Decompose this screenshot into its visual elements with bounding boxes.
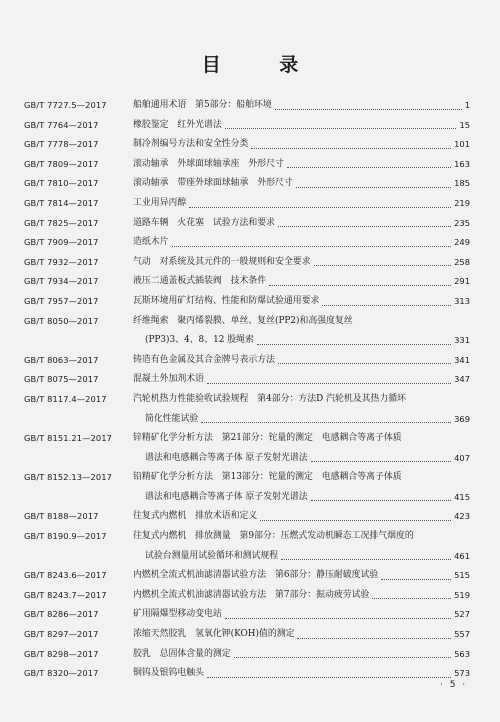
toc-entry-line	[24, 468, 470, 488]
page-reference: 519	[454, 589, 470, 600]
standard-number: GB/T 7814—2017	[24, 197, 99, 208]
toc-entry-line	[24, 605, 470, 625]
page-reference: 258	[454, 256, 470, 267]
toc-entry[interactable]	[24, 116, 470, 136]
standard-number: GB/T 7764—2017	[24, 119, 99, 130]
toc-entry[interactable]	[24, 155, 470, 175]
toc-entry-line	[24, 155, 470, 175]
entry-title: 铸造有色金属及其合金牌号表示方法	[133, 354, 275, 365]
standard-number: GB/T 8117.4—2017	[24, 393, 107, 404]
dot-leader	[207, 383, 451, 384]
dot-leader	[260, 520, 451, 521]
dot-leader	[207, 677, 451, 678]
toc-entry[interactable]	[24, 312, 470, 351]
dot-leader	[201, 422, 451, 423]
toc-entry-line	[24, 586, 470, 606]
toc-entry-line	[24, 331, 470, 351]
toc-entry-line	[24, 194, 470, 214]
toc-entry[interactable]	[24, 468, 470, 507]
page-reference: 185	[454, 178, 470, 189]
page-reference: 291	[454, 276, 470, 287]
page-reference: 347	[454, 374, 470, 385]
toc-entry-line	[24, 214, 470, 234]
page-reference: 163	[454, 158, 470, 169]
entry-title: (PP3)3、4、8、12 股绳索	[145, 335, 254, 346]
page-reference: 557	[454, 629, 470, 640]
page-reference: 423	[454, 511, 470, 522]
dot-leader	[225, 618, 451, 619]
toc-entry-line	[24, 253, 470, 273]
entry-title: 内燃机全流式机油滤清器试验方法 第7部分：振动疲劳试验	[133, 589, 370, 600]
standard-number: GB/T 8151.21—2017	[24, 433, 113, 444]
entry-title: 制冷剂编号方法和安全性分类	[133, 139, 249, 150]
toc-entry[interactable]	[24, 645, 470, 665]
toc-entry[interactable]	[24, 253, 470, 273]
entry-title: 滚动轴承 外球面球轴承座 外形尺寸	[133, 158, 284, 169]
standard-number: GB/T 7957—2017	[24, 295, 99, 306]
entry-title: 橡胶鉴定 红外光谱法	[133, 119, 222, 130]
dot-leader	[269, 285, 451, 286]
dot-leader	[275, 109, 462, 110]
page-reference: 313	[454, 295, 470, 306]
standard-number: GB/T 8286—2017	[24, 609, 99, 620]
toc-entry-line	[24, 410, 470, 430]
toc-entry[interactable]	[24, 625, 470, 645]
entry-title: 谱法和电感耦合等离子体 原子发射光谱法	[145, 491, 308, 502]
toc-entry-line	[24, 664, 470, 684]
entry-title: 胶乳 总固体含量的测定	[133, 648, 231, 659]
page-reference: 515	[454, 570, 470, 581]
toc-entry[interactable]	[24, 233, 470, 253]
toc-entry-line	[24, 116, 470, 136]
standard-number: GB/T 8243.6—2017	[24, 570, 107, 581]
toc-entry-line	[24, 625, 470, 645]
toc-entry[interactable]	[24, 272, 470, 292]
toc-entry-line	[24, 645, 470, 665]
standard-number: GB/T 8190.9—2017	[24, 531, 107, 542]
entry-title: 造纸木片	[133, 237, 169, 248]
toc-entry[interactable]	[24, 429, 470, 468]
dot-leader	[281, 559, 451, 560]
dot-leader	[251, 148, 451, 149]
standard-number: GB/T 8297—2017	[24, 629, 99, 640]
entry-title: 往复式内燃机 排放术语和定义	[133, 511, 258, 522]
page-reference: 341	[454, 354, 470, 365]
toc-entry[interactable]	[24, 527, 470, 566]
dot-leader	[381, 579, 451, 580]
dot-leader	[189, 207, 451, 208]
dot-leader	[311, 500, 452, 501]
entry-title: 铜钨及银钨电触头	[133, 668, 204, 679]
dot-leader	[372, 598, 451, 599]
page-reference: 235	[454, 217, 470, 228]
toc-entry[interactable]	[24, 194, 470, 214]
dot-leader	[297, 638, 451, 639]
dot-leader	[278, 226, 451, 227]
toc-entry[interactable]	[24, 390, 470, 429]
toc-entry-line	[24, 566, 470, 586]
page-reference: 101	[454, 139, 470, 150]
standard-number: GB/T 8320—2017	[24, 668, 99, 679]
page-reference: 1	[464, 100, 470, 110]
dot-leader	[314, 265, 452, 266]
page-reference: 461	[454, 550, 470, 561]
dot-leader	[257, 344, 451, 345]
page-title: 目 录	[201, 54, 325, 76]
dot-leader	[287, 167, 451, 168]
toc-entry-line	[24, 272, 470, 292]
page-reference: 219	[454, 197, 470, 208]
dot-leader	[322, 305, 451, 306]
standard-number: GB/T 7909—2017	[24, 237, 99, 248]
entry-title: 滚动轴承 带座外球面球轴承 外形尺寸	[133, 178, 293, 189]
toc-entry[interactable]	[24, 566, 470, 586]
toc-entry-line	[24, 390, 470, 410]
entry-title: 往复式内燃机 排放测量 第9部分：压燃式发动机瞬态工况排气烟度的	[133, 531, 414, 542]
toc-entry[interactable]	[24, 214, 470, 234]
entry-title: 气动 对系统及其元件的一般规则和安全要求	[133, 256, 311, 267]
standard-number: GB/T 7809—2017	[24, 158, 99, 169]
entry-title: 铅精矿化学分析方法 第13部分：铊量的测定 电感耦合等离子体质	[133, 472, 402, 483]
entry-title: 试验台测量用试验循环和测试规程	[145, 550, 279, 561]
standard-number: GB/T 7934—2017	[24, 276, 99, 287]
standard-number: GB/T 8075—2017	[24, 374, 99, 385]
page-reference: 331	[454, 335, 470, 346]
toc-entry-line	[24, 370, 470, 390]
entry-title: 汽轮机热力性能验收试验规程 第4部分：方法D 汽轮机及其热力循环	[133, 393, 406, 404]
toc-entry[interactable]	[24, 370, 470, 390]
toc-entry-line	[24, 135, 470, 155]
entry-title: 内燃机全流式机油滤清器试验方法 第6部分：静压耐破度试验	[133, 570, 379, 581]
toc-entry-line	[24, 527, 470, 547]
entry-title: 液压二通盖板式插装阀 技术条件	[133, 276, 267, 287]
entry-title: 锌精矿化学分析方法 第21部分：铊量的测定 电感耦合等离子体质	[133, 433, 402, 444]
page-reference: 369	[454, 413, 470, 424]
standard-number: GB/T 8063—2017	[24, 354, 99, 365]
page-reference: 407	[454, 452, 470, 463]
toc-entry-line	[24, 233, 470, 253]
dot-leader	[311, 461, 452, 462]
entry-title: 简化性能试验	[145, 413, 199, 424]
toc-entry[interactable]	[24, 292, 470, 312]
toc-entry[interactable]	[24, 586, 470, 606]
entry-title: 工业用异丙醇	[133, 197, 187, 208]
toc-entry-line	[24, 174, 470, 194]
standard-number: GB/T 7810—2017	[24, 178, 99, 189]
entry-title: 道路车辆 火花塞 试验方法和要求	[133, 217, 275, 228]
standard-number: GB/T 8152.13—2017	[24, 472, 113, 483]
page-reference: 15	[459, 119, 470, 130]
standard-number: GB/T 8188—2017	[24, 511, 99, 522]
toc-entry[interactable]	[24, 135, 470, 155]
standard-number: GB/T 7932—2017	[24, 256, 99, 267]
standard-number: GB/T 8050—2017	[24, 315, 99, 326]
entry-title: 船舶通用术语 第5部分：船舶环境	[133, 100, 272, 110]
page-reference: 563	[454, 648, 470, 659]
standard-number: GB/T 7727.5—2017	[24, 100, 107, 110]
toc-entry[interactable]	[24, 96, 470, 116]
entry-title: 谱法和电感耦合等离子体 原子发射光谱法	[145, 452, 308, 463]
dot-leader	[172, 246, 452, 247]
toc-entry[interactable]	[24, 605, 470, 625]
entry-title: 瓦斯环境用矿灯结构、性能和防爆试验通用要求	[133, 295, 320, 306]
toc-entry-line	[24, 312, 470, 332]
toc-entry-line	[24, 488, 470, 508]
toc-entry-line	[24, 96, 470, 116]
standard-number: GB/T 7778—2017	[24, 139, 99, 150]
dot-leader	[225, 128, 457, 129]
entry-title: 矿用隔爆型移动变电站	[133, 609, 222, 620]
entry-title: 混凝土外加剂术语	[133, 374, 204, 385]
table-of-contents	[24, 96, 470, 684]
standard-number: GB/T 8243.7—2017	[24, 589, 107, 600]
toc-entry-line	[24, 507, 470, 527]
toc-entry-line	[24, 429, 470, 449]
toc-entry[interactable]	[24, 664, 470, 684]
page-reference: 527	[454, 609, 470, 620]
standard-number: GB/T 8298—2017	[24, 648, 99, 659]
toc-entry-line	[24, 351, 470, 371]
page-reference: 249	[454, 237, 470, 248]
toc-entry[interactable]	[24, 174, 470, 194]
standard-number: GB/T 7825—2017	[24, 217, 99, 228]
page-reference: 415	[454, 491, 470, 502]
toc-entry-line	[24, 292, 470, 312]
toc-entry[interactable]	[24, 507, 470, 527]
dot-leader	[296, 187, 451, 188]
entry-title: 浓缩天然胶乳 氢氧化钾(KOH)值的测定	[133, 629, 295, 640]
page-number: · 5 ·	[440, 680, 468, 690]
entry-title: 纤维绳索 聚丙烯裂膜、单丝、复丝(PP2)和高强度复丝	[133, 315, 353, 326]
dot-leader	[278, 363, 451, 364]
toc-entry-line	[24, 547, 470, 567]
dot-leader	[234, 657, 452, 658]
page-reference: 573	[454, 668, 470, 679]
toc-entry[interactable]	[24, 351, 470, 371]
toc-entry-line	[24, 449, 470, 469]
